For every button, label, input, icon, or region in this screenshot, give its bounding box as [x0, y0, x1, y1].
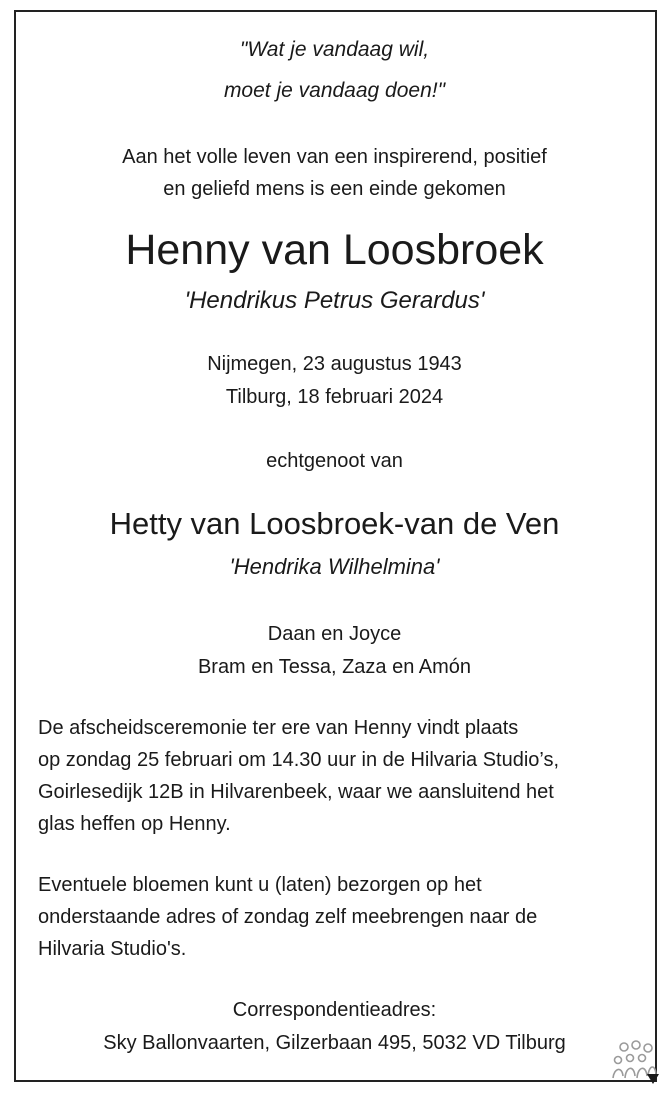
flowers-line-2: onderstaande adres of zondag zelf meebrengen naar de	[38, 906, 538, 928]
ceremony-line-3: Goirlesedijk 12B in Hilvarenbeek, waar we aansluitend het	[38, 781, 554, 803]
quote-line-2: moet je vandaag doen!"	[223, 79, 446, 102]
relation-text: echtgenoot van	[266, 450, 403, 472]
correspondence-address: Sky Ballonvaarten, Gilzerbaan 495, 5032 VD Tilburg	[103, 1032, 566, 1054]
ceremony-line-2: op zondag 25 februari om 14.30 uur in de Hilvaria Studio’s,	[38, 749, 560, 771]
flowers-line-1: Eventuele bloemen kunt u (laten) bezorgen op het	[38, 874, 482, 896]
birth-date: Nijmegen, 23 augustus 1943	[207, 353, 462, 375]
ceremony-line-1: De afscheidsceremonie ter ere van Henny vindt plaats	[38, 717, 519, 739]
spouse-full-name: 'Hendrika Wilhelmina'	[229, 554, 440, 579]
flowers-line-3: Hilvaria Studio's.	[38, 938, 187, 960]
quote-line-1: "Wat je vandaag wil,	[239, 38, 430, 61]
intro-line-2: en geliefd mens is een einde gekomen	[163, 178, 506, 200]
family-line-1: Daan en Joyce	[267, 623, 402, 645]
ceremony-line-4: glas heffen op Henny.	[38, 813, 231, 835]
deceased-full-name: 'Hendrikus Petrus Gerardus'	[184, 287, 485, 314]
family-line-2: Bram en Tessa, Zaza en Amón	[197, 656, 472, 678]
deceased-name: Henny van Loosbroek	[125, 226, 544, 274]
correspondence-label: Correspondentieadres:	[232, 999, 437, 1021]
intro-line-1: Aan het volle leven van een inspirerend, positief	[122, 146, 547, 168]
death-date: Tilburg, 18 februari 2024	[225, 386, 444, 408]
arrow-down-icon[interactable]	[646, 1072, 660, 1086]
spouse-name: Hetty van Loosbroek-van de Ven	[109, 506, 560, 541]
